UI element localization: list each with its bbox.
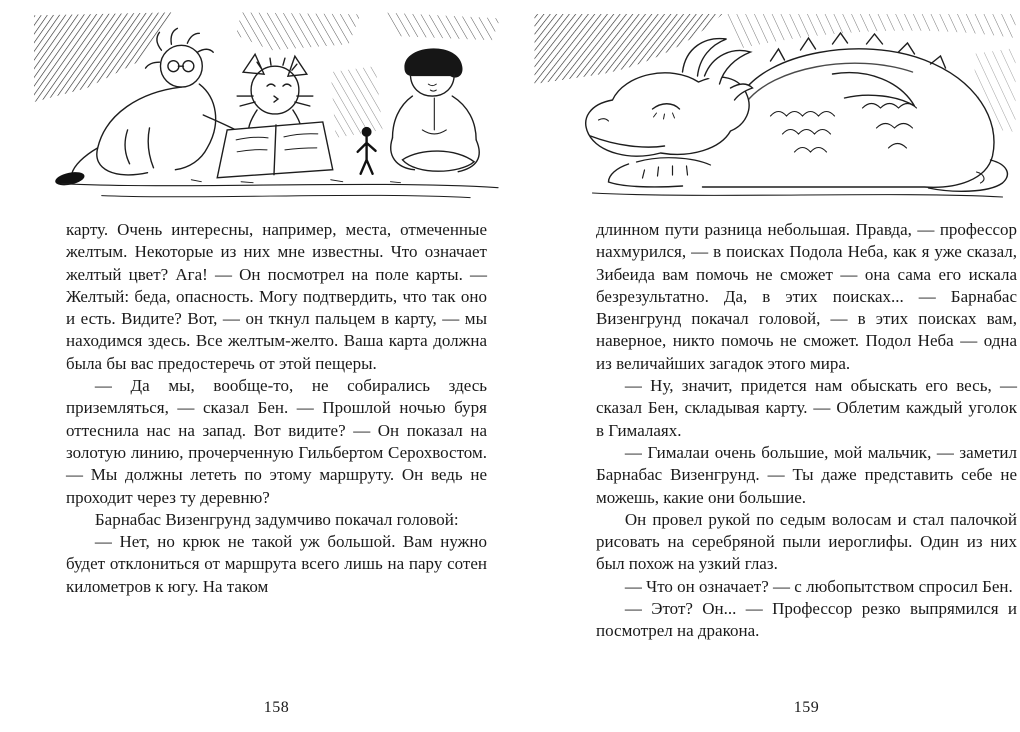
paragraph: Он провел рукой по седым волосам и стал палочкой рисовать на серебряной пыли иероглифы. Один из них был похож на узкий глаз. bbox=[596, 509, 1017, 574]
page-number-left: 158 bbox=[263, 699, 290, 716]
characters-reading-map-drawing bbox=[32, 10, 510, 206]
page-right bbox=[510, 0, 1020, 732]
paragraph: — Что он означает? — с любопытством спросил Бен. bbox=[624, 576, 1013, 596]
paragraph: длинном пути разница небольшая. Правда, — профессор нахмурился, — в поисках Подола Неба, как я уже сказал, Зибеида вам помочь не сможет — она сама его искала безрезультатно. Да, в этих поисках... — Барнабас Визенгрунд покачал головой, — в этих поисках вам, наверное, никто помочь не сможет. Подол Неба — одна из величайших загадок этого мира. bbox=[596, 220, 1017, 373]
paragraph: — Да мы, вообще-то, не собирались здесь приземляться, — сказал Бен. — Прошлой ночью буря оттеснила нас на запад. Вот видите? — Он показал на золотую линию, прочерченную Гильбертом Серохвостом. — Мы должны лететь по этому маршруту. Он ведь не проходит через ту деревню? bbox=[66, 376, 487, 507]
sleeping-dragon-drawing bbox=[532, 12, 1018, 204]
paragraph: Барнабас Визенгрунд задумчиво покачал головой: bbox=[94, 509, 459, 529]
paragraph: — Этот? Он... — Профессор резко выпрямился и посмотрел на дракона. bbox=[596, 599, 1017, 641]
page-left-text bbox=[66, 219, 487, 598]
paragraph: — Нет, но крюк не такой уж большой. Вам нужно будет отклониться от маршрута всего лишь на пару сотен километров к югу. На таком bbox=[66, 532, 487, 596]
page-number-right: 159 bbox=[793, 699, 820, 716]
paragraph: карту. Очень интересны, например, места, отмеченные желтым. Некоторые из них мне известны. Что означает желтый цвет? Ага! — Он посмотрел на поле карты. — Желтый: беда, опасность. Могу подтвердить, что так оно и есть. Видите? Вот, — он ткнул пальцем в карту, — мы находимся здесь. Все желтым-желто. Ваша карта должна была бы вас предостеречь от этой пещеры. bbox=[66, 220, 487, 373]
illustration-characters-reading-map bbox=[32, 10, 510, 206]
page-right-text bbox=[596, 219, 1017, 643]
illustration-sleeping-dragon bbox=[532, 12, 1018, 204]
paragraph: — Гималаи очень большие, мой мальчик, — заметил Барнабас Визенгрунд. — Ты даже представить себе не можешь, какие они большие. bbox=[596, 442, 1017, 507]
paragraph: — Ну, значит, придется нам обыскать его весь, — сказал Бен, складывая карту. — Облетим каждый уголок в Гималаях. bbox=[596, 376, 1017, 440]
